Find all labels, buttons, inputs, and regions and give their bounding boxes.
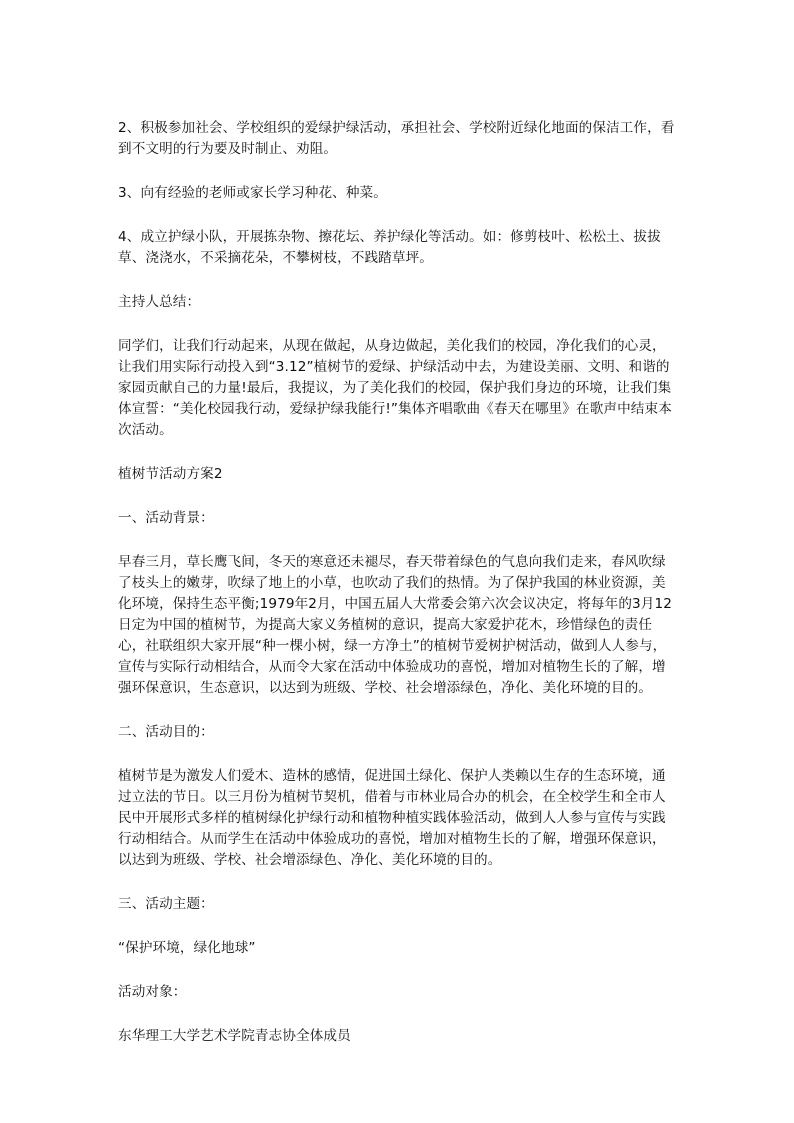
theme-heading: 三、活动主题： — [118, 896, 214, 912]
host-summary-heading: 主持人总结： — [118, 294, 201, 310]
background-heading: 一、活动背景： — [118, 510, 214, 526]
background-text: 早春三月，草长鹰飞间，冬天的寒意还未褪尽，春天带着绿色的气息向我们走来，春风吹绿了枝头上的嫩芽，吹绿了地上的小草，也吹动了我们的热情。为了保护我国的林业资源，美化环境，保持生态平衡;1979年2月，中国五届人大常委会第六次会议决定，将每年的3月12日定为中国的植树节，为提高大家义务植树的意识，提高大家爱护花木，珍惜绿色的责任心，社联组织大家开展“种一棵小树，绿一方净土”的植树节爱树护树活动，做到人人参与，宣传与实际行动相结合，从而令大家在活动中体验成功的喜悦，增加对植物生长的了解，增强环保意识，生态意识，以达到为班级、学校、社会增添绿色，净化、美化环境的目的。 — [118, 554, 672, 696]
paragraph-item-2: 2、积极参加社会、学校组织的爱绿护绿活动，承担社会、学校附近绿化地面的保洁工作，看到不文明的行为要及时制止、劝阻。 — [118, 120, 675, 157]
document-page — [118, 118, 678, 1070]
target-text: 东华理工大学艺术学院青志协全体成员 — [118, 1028, 351, 1044]
plan-2-title: 植树节活动方案2 — [118, 466, 223, 482]
target-heading: 活动对象： — [118, 984, 187, 1000]
paragraph-item-3: 3、向有经验的老师或家长学习种花、种菜。 — [118, 185, 387, 201]
theme-text: “保护环境，绿化地球” — [118, 940, 256, 956]
purpose-heading: 二、活动目的： — [118, 724, 214, 740]
paragraph-item-4: 4、成立护绿小队，开展拣杂物、擦花坛、养护绿化等活动。如：修剪枝叶、松松土、拔拔草、浇浇水，不采摘花朵，不攀树枝，不践踏草坪。 — [118, 229, 661, 266]
host-summary-text: 同学们，让我们行动起来，从现在做起，从身边做起，美化我们的校园，净化我们的心灵，让我们用实际行动投入到“3.12”植树节的爱绿、护绿活动中去，为建设美丽、文明、和谐的家园贡献自己的力量!最后，我提议，为了美化我们的校园，保护我们身边的环境，让我们集体宣誓：“美化校园我行动，爱绿护绿我能行!”集体齐唱歌曲《春天在哪里》在歌声中结束本次活动。 — [118, 338, 672, 438]
purpose-text: 植树节是为激发人们爱木、造林的感情，促进国土绿化、保护人类赖以生存的生态环境，通过立法的节日。以三月份为植树节契机，借着与市林业局合办的机会，在全校学生和全市人民中开展形式多样的植树绿化护绿行动和植物种植实践体验活动，做到人人参与宣传与实践行动相结合。从而学生在活动中体验成功的喜悦，增加对植物生长的了解，增强环保意识，以达到为班级、学校、社会增添绿色、净化、美化环境的目的。 — [118, 768, 666, 868]
